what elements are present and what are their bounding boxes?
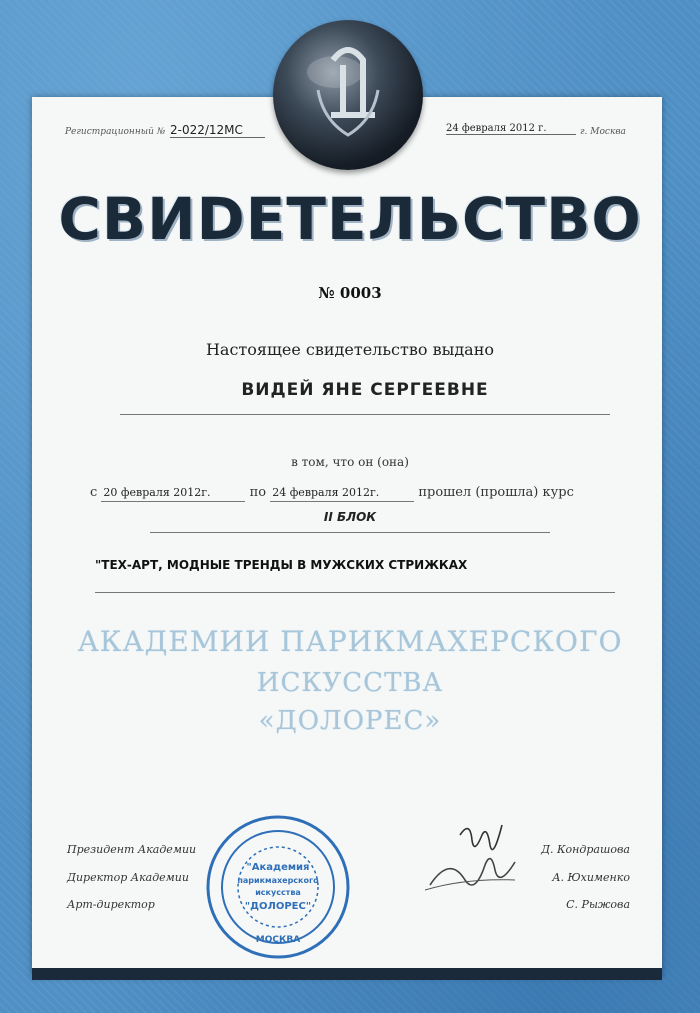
academy-line-1: АКАДЕМИИ ПАРИКМАХЕРСКОГО xyxy=(77,625,623,658)
course-suffix: прошел (прошла) курс xyxy=(418,485,574,500)
city: г. Москва xyxy=(580,127,626,137)
to-prefix: по xyxy=(249,485,267,500)
course-period-line xyxy=(90,485,610,502)
bottom-band xyxy=(32,968,662,980)
academy-emblem-logo xyxy=(273,20,423,170)
official-role-art-director: Арт-директор xyxy=(67,898,155,911)
registration-label: Регистрационный № xyxy=(65,127,166,137)
official-name-art-director: С. Рыжова xyxy=(566,898,630,911)
handwritten-signatures xyxy=(420,815,540,905)
issued-to-text: Настоящее свидетельство выдано xyxy=(205,340,495,359)
registration-number: 2-022/12МС xyxy=(170,123,265,138)
certificate-title: СВИDЕТЕЛЬСТВО xyxy=(58,185,642,253)
stamp-text-bottom: МОСКВА xyxy=(255,935,301,945)
to-date: 24 февраля 2012г. xyxy=(270,486,414,502)
official-name-director: А. Юхименко xyxy=(552,871,630,884)
official-role-director: Директор Академии xyxy=(67,871,189,884)
emblem-monogram-icon xyxy=(273,20,423,170)
stamp-text-1: "Академия xyxy=(246,862,310,873)
stamp-text-2: парикмахерского xyxy=(237,876,319,885)
academy-stamp xyxy=(203,812,353,962)
in-that-text: в том, что он (она) xyxy=(291,455,409,469)
course-stage: II БЛОК xyxy=(150,510,550,533)
issue-date: 24 февраля 2012 г. xyxy=(446,123,576,135)
certificate-number: № 0003 xyxy=(318,284,382,302)
academy-line-3: «ДОЛОРЕС» xyxy=(258,706,442,736)
recipient-name: ВИДЕЙ ЯНЕ СЕРГЕЕВНЕ xyxy=(120,380,610,415)
stamp-text-3: искусства xyxy=(255,888,301,897)
official-role-president: Президент Академии xyxy=(67,843,197,856)
stamp-text-4: "ДОЛОРЕС" xyxy=(244,901,312,912)
from-prefix: с xyxy=(90,485,98,500)
academy-line-2: ИСКУССТВА xyxy=(256,668,444,698)
official-name-president: Д. Кондрашова xyxy=(541,843,630,856)
from-date: 20 февраля 2012г. xyxy=(101,486,245,502)
course-name: "ТЕХ-АРТ, МОДНЫЕ ТРЕНДЫ В МУЖСКИХ СТРИЖКАХ xyxy=(95,558,615,593)
